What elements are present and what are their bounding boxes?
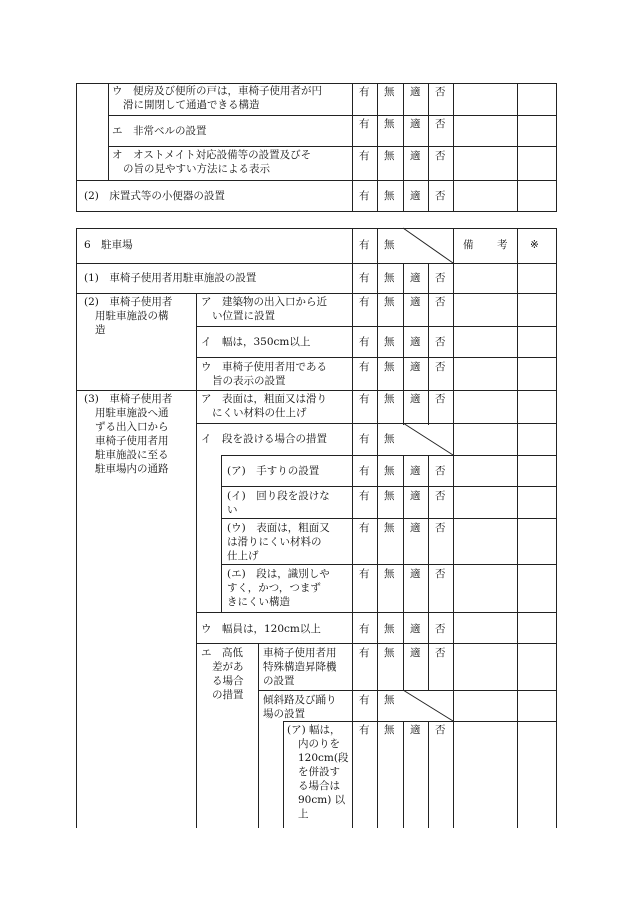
row-width-120-label: ウ 幅員は，120cm以上	[201, 623, 321, 635]
mark-ng: 否	[435, 361, 446, 373]
row-handrail-label: (ア) 手すりの設置	[227, 465, 320, 477]
row-ramp-width-label: (ア) 幅は， 内のりを 120cm(段 を併設す る場合は 90cm) 以 上	[287, 724, 349, 820]
row-sign-label: ウ 車椅子使用者用である 旨の表示の設置	[201, 361, 327, 387]
mark-no: 無	[384, 361, 395, 373]
mark-no: 無	[384, 465, 395, 477]
row-parking-structure-label: (2) 車椅子使用者 用駐車施設の構 造	[84, 296, 173, 336]
mark-ok: 適	[410, 118, 421, 130]
mark-yes: 有	[359, 239, 370, 251]
mark-ok: 適	[410, 336, 421, 348]
mark-yes: 有	[359, 118, 370, 130]
mark-no: 無	[384, 86, 395, 98]
row-emergency-bell-label: エ 非常ベルの設置	[112, 125, 207, 137]
mark-yes: 有	[359, 694, 370, 706]
mark-ng: 否	[435, 568, 446, 580]
mark-ok: 適	[410, 150, 421, 162]
mark-ok: 適	[410, 568, 421, 580]
mark-ok: 適	[410, 465, 421, 477]
mark-ng: 否	[435, 86, 446, 98]
mark-no: 無	[384, 150, 395, 162]
mark-ng: 否	[435, 623, 446, 635]
row-parking-space-label: (1) 車椅子使用者用駐車施設の設置	[84, 272, 257, 284]
mark-ok: 適	[410, 272, 421, 284]
row-step-surface-label: (ウ) 表面は，粗面又 は滑りにくい材料の 仕上げ	[227, 522, 330, 562]
mark-no: 無	[384, 522, 395, 534]
mark-no: 無	[384, 336, 395, 348]
mark-ok: 適	[410, 647, 421, 659]
mark-ng: 否	[435, 647, 446, 659]
mark-no: 無	[384, 272, 395, 284]
row-level-difference-label: エ 高低 差があ る場合 の措置	[201, 647, 244, 701]
mark-ok: 適	[410, 490, 421, 502]
mark-ok: 適	[410, 190, 421, 202]
mark-yes: 有	[359, 86, 370, 98]
note-mark: ※	[530, 239, 539, 251]
mark-ok: 適	[410, 86, 421, 98]
mark-yes: 有	[359, 490, 370, 502]
mark-no: 無	[384, 393, 395, 405]
mark-yes: 有	[359, 433, 370, 445]
mark-ng: 否	[435, 490, 446, 502]
mark-no: 無	[384, 623, 395, 635]
mark-ok: 適	[410, 361, 421, 373]
row-surface-label: ア 表面は，粗面又は滑り にくい材料の仕上げ	[201, 393, 327, 419]
mark-ok: 適	[410, 522, 421, 534]
mark-ng: 否	[435, 393, 446, 405]
mark-yes: 有	[359, 272, 370, 284]
row-no-winding-steps-label: (イ) 回り段を設けな い	[227, 490, 330, 516]
mark-ok: 適	[410, 296, 421, 308]
mark-yes: 有	[359, 465, 370, 477]
mark-yes: 有	[359, 623, 370, 635]
mark-yes: 有	[359, 190, 370, 202]
mark-ok: 適	[410, 724, 421, 736]
mark-ng: 否	[435, 522, 446, 534]
mark-yes: 有	[359, 568, 370, 580]
mark-yes: 有	[359, 393, 370, 405]
mark-ng: 否	[435, 118, 446, 130]
row-door-structure-label: ウ 便房及び便所の戸は，車椅子使用者が円 滑に開閉して通過できる構造	[112, 85, 322, 111]
mark-ng: 否	[435, 724, 446, 736]
row-lift-label: 車椅子使用者用 特殊構造昇降機 の設置	[263, 647, 337, 687]
mark-no: 無	[384, 433, 395, 445]
row-width-350-label: イ 幅は，350cm以上	[201, 336, 311, 348]
mark-no: 無	[384, 296, 395, 308]
mark-ng: 否	[435, 336, 446, 348]
mark-no: 無	[384, 239, 395, 251]
mark-ok: 適	[410, 393, 421, 405]
row-step-identifiable-label: (エ) 段は，識別しや すく，かつ，つまず きにくい構造	[227, 568, 330, 608]
mark-no: 無	[384, 724, 395, 736]
mark-no: 無	[384, 647, 395, 659]
mark-ng: 否	[435, 296, 446, 308]
row-steps-label: イ 段を設ける場合の措置	[201, 433, 327, 445]
mark-yes: 有	[359, 336, 370, 348]
section-title: 6 駐車場	[84, 239, 133, 251]
mark-ng: 否	[435, 190, 446, 202]
mark-yes: 有	[359, 150, 370, 162]
mark-yes: 有	[359, 724, 370, 736]
mark-no: 無	[384, 190, 395, 202]
row-ostomate-label: オ オストメイト対応設備等の設置及びそ の旨の見やすい方法による表示	[112, 149, 312, 175]
row-passage-label: (3) 車椅子使用者 用駐車施設へ通 ずる出入口から 車椅子使用者用 駐車施設に至る 駐車場内の通路	[84, 393, 173, 475]
remarks-header-2: 考	[497, 239, 508, 251]
mark-no: 無	[384, 490, 395, 502]
mark-yes: 有	[359, 647, 370, 659]
mark-yes: 有	[359, 296, 370, 308]
mark-no: 無	[384, 694, 395, 706]
row-urinal-label: (2) 床置式等の小便器の設置	[84, 190, 225, 202]
remarks-header-1: 備	[463, 239, 474, 251]
mark-ok: 適	[410, 623, 421, 635]
mark-yes: 有	[359, 361, 370, 373]
mark-no: 無	[384, 568, 395, 580]
mark-no: 無	[384, 118, 395, 130]
mark-ng: 否	[435, 465, 446, 477]
row-near-entrance-label: ア 建築物の出入口から近 い位置に設置	[201, 296, 327, 322]
mark-ng: 否	[435, 150, 446, 162]
mark-ng: 否	[435, 272, 446, 284]
mark-yes: 有	[359, 522, 370, 534]
row-ramp-label: 傾斜路及び踊り 場の設置	[263, 694, 337, 720]
